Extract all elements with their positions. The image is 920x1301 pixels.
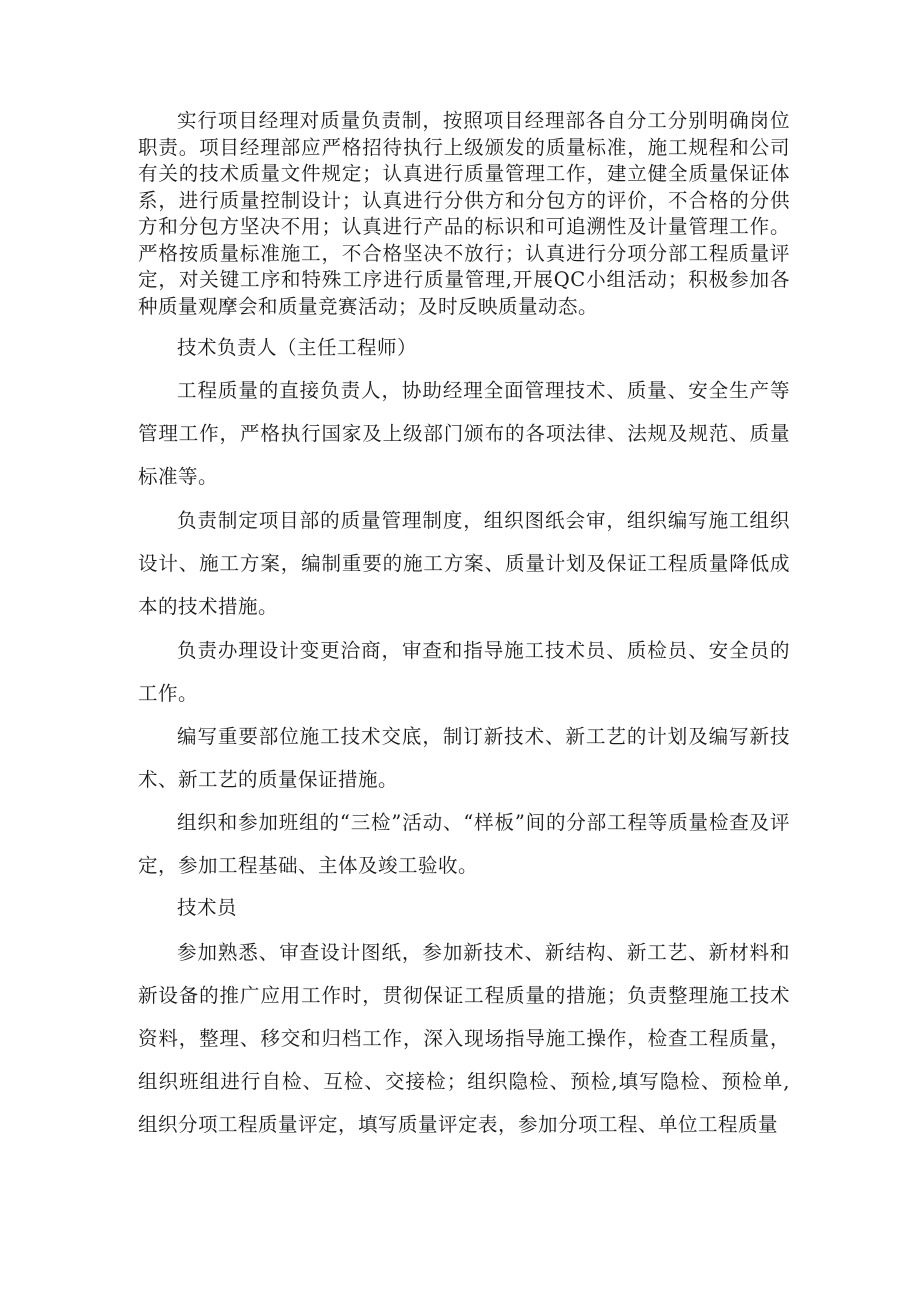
paragraph-technical-briefing: 编写重要部位施工技术交底，制订新技术、新工艺的计划及编写新技术、新工艺的质量保证措施。 [138, 725, 790, 791]
paragraph-three-inspections: 组织和参加班组的“三检”活动、“样板”间的分部工程等质量检查及评定，参加工程基础、主体及竣工验收。 [138, 811, 790, 877]
paragraph-design-change: 负责办理设计变更洽商，审查和指导施工技术员、质检员、安全员的工作。 [138, 639, 790, 705]
paragraph-quality-management-system: 负责制定项目部的质量管理制度，组织图纸会审，组织编写施工组织设计、施工方案，编制重要的施工方案、质量计划及保证工程质量降低成本的技术措施。 [138, 509, 790, 618]
heading-technical-director: 技术负责人（主任工程师） [177, 336, 418, 359]
paragraph-quality-responsibility: 实行项目经理对质量负责制，按照项目经理部各自分工分别明确岗位职责。项目经理部应严格招待执行上级颁发的质量标准，施工规程和公司有关的技术质量文件规定；认真进行质量管理工作，建立健全质量保证体系，进行质量控制设计；认真进行分供方和分包方的评价，不合格的分供方和分包方坚决不用；认真进行产品的标识和可追溯性及计量管理工作。严格按质量标准施工，不合格坚决不放行；认真进行分项分部工程质量评定，对关键工序和特殊工序进行质量管理,开展QC小组活动；积极参加各种质量观摩会和质量竞赛活动；及时反映质量动态。 [138, 109, 790, 318]
paragraph-technician-duties: 参加熟悉、审查设计图纸，参加新技术、新结构、新工艺、新材料和新设备的推广应用工作时，贯彻保证工程质量的措施；负责整理施工技术资料，整理、移交和归档工作，深入现场指导施工操作，检查工程质量，组织班组进行自检、互检、交接检；组织隐检、预检,填写隐检、预检单,组织分项工程质量评定，填写质量评定表，参加分项工程、单位工程质量 [138, 941, 790, 1136]
heading-technician: 技术员 [177, 896, 238, 919]
paragraph-technical-director-duties: 工程质量的直接负责人，协助经理全面管理技术、质量、安全生产等管理工作，严格执行国家及上级部门颁布的各项法律、法规及规范、质量标准等。 [138, 379, 790, 488]
